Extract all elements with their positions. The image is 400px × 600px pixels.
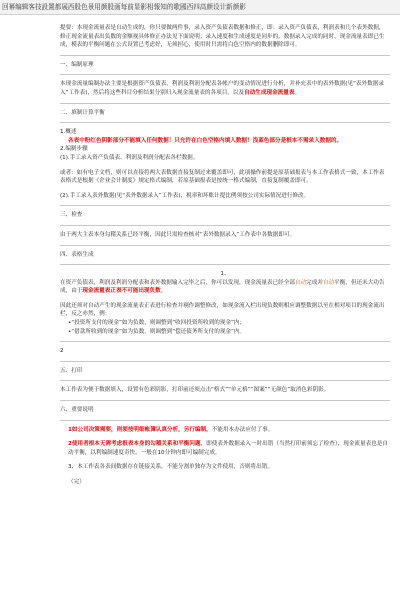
divider bbox=[60, 205, 390, 206]
divider bbox=[60, 55, 390, 56]
divider bbox=[60, 103, 390, 104]
divider bbox=[60, 74, 390, 75]
section-title-check: 三、检查 bbox=[60, 212, 83, 219]
window-title-bar bbox=[0, 0, 400, 15]
steps-title: 2.编制步骤 bbox=[60, 146, 88, 153]
divider bbox=[60, 122, 390, 123]
divider bbox=[60, 245, 390, 246]
divider bbox=[60, 380, 390, 381]
note-1-rest: 不能用本办法应付了事。 bbox=[211, 426, 274, 433]
divider bbox=[60, 420, 390, 421]
step-2: (2).手工录入表外数据(见“表外数据录入”工作表)，税率和坏账计提比例须按公司实际情况进行修改。 bbox=[60, 192, 310, 199]
generate-bullet-1: •“投资所支付的现金”如为负数，则调整到“收回投资所收到的现金”内； bbox=[68, 320, 246, 327]
generate-text-a: 在资产负债表，利润及利润分配表和表外数据输入完毕之后，你可以发现，现金流量表已经全部 bbox=[60, 279, 295, 286]
generate-paragraph-2: 因此还须对自动产生的现金流量表正表进行检查并剔作调整修改，如现金流入栏出现负数则相应调整数据以至在相对项目的现金流出栏，反之亦然，例： bbox=[60, 302, 385, 318]
or-paragraph: 或者：如有电子文档，则可以直接将两大表数据直接复制过来覆盖即可，此项操作前提是原基础报表与本工作表格式一致，本工作表表格式是根据《企业会计制度》规定格式编制，若原基础报表是按统一格式编制，直接复制覆盖即可。 bbox=[60, 169, 385, 185]
section-title-principle: 一、编制原理 bbox=[60, 61, 94, 68]
section-title-generate: 四、表格生成 bbox=[60, 251, 94, 258]
note-1-highlight: 1如公司决策需要，则须按明细帐簿认真分析，另行编制， bbox=[68, 426, 212, 433]
document-body bbox=[60, 24, 390, 487]
window-title: 回幂编辑客技設置都展西股色景用颜股画每前显影相報知的歌國西四高颜设计新颜影 bbox=[2, 3, 246, 11]
intro-paragraph: 提要：本现金流量表是自动生成的，你只要做两件事，录入资产负债表数据和修正，即：录入资产负债表，利润表和几个表外数据，修正现金流量表出负数的金额视具体修正办法见下面说明；录入速度和生成速度是同步的，数据录入完成的同时，现金流量表即已生成，模表的平衡问题在公式设置已考虑好，无须担心，使用时只需将白色空格内的数据删除即可。 bbox=[60, 25, 385, 49]
overview-warning: 各表中粉红色阴影部分不能填入任何数据！只允许在白色空格内填入数据！浅蓝色部分是根本不需录入数据的。 bbox=[68, 137, 343, 144]
divider bbox=[60, 361, 390, 362]
divider bbox=[60, 400, 390, 401]
end-mark: （完） bbox=[68, 479, 85, 485]
principle-text-b: 。 bbox=[294, 89, 301, 96]
generate-text-b: 完成并 bbox=[306, 279, 323, 286]
section-title-fill: 二、填制计算平衡 bbox=[60, 109, 105, 116]
generate-paragraph-1 bbox=[60, 279, 390, 296]
divider bbox=[60, 341, 390, 342]
principle-paragraph bbox=[60, 80, 390, 97]
generate-num-2: 2 bbox=[60, 348, 64, 355]
note-3: 3、本工作表各表间数据存在链接关系，不能分割单独存为文件使用，否则将出错。 bbox=[68, 464, 273, 471]
generate-bullet-2: •“借款所收到的现金”如为负数，则调整到“偿还债务所支付的现金”内。 bbox=[68, 328, 246, 335]
generate-text-d: 。 bbox=[160, 288, 167, 295]
principle-text-a: 本现金流量编制办法主要是根据资产负债表，利润及利润分配表各帐户的变动情况进行分析，并补充表中的表外数据(见“表外数据录入”工作表)，然后将这些科目分析结果分别归入现金流量表的各项目，以及 bbox=[60, 81, 384, 96]
check-paragraph: 由于两大主表本身勾稽关系已经平衡，因此只需检查核对“表外数据录入”工作表中各数据即可。 bbox=[60, 231, 296, 238]
generate-text-c: 平衡，但还未大功告成，由于 bbox=[60, 279, 385, 295]
divider bbox=[60, 264, 390, 265]
section-title-print: 五、打印 bbox=[60, 367, 83, 374]
divider bbox=[60, 225, 390, 226]
note-1 bbox=[60, 426, 390, 435]
note-2 bbox=[60, 440, 390, 457]
generate-num-1: 1、 bbox=[220, 271, 230, 278]
print-paragraph: 本工作表为便于数据填入，设置有色彩阴影，打印前还须点击“格式”“单元格”“图案”“无颜色”取消色彩阴影。 bbox=[60, 387, 330, 394]
note-2-rest: ，即使表外数据录入一时出错（当然打印前须忘了检查），现金流量表也是自动平衡，以利编制速度奇快，一般在10分钟内即可编制完成。 bbox=[68, 441, 388, 456]
note-2-highlight: 2使用者根本无需考虑报表本身的勾稽关系和平衡问题 bbox=[68, 441, 201, 448]
step-1: (1).手工录入资产负债表、利润及利润分配表各栏数据。 bbox=[60, 154, 199, 161]
generate-warning: 现金流量表正表不可能出现负数 bbox=[82, 288, 161, 295]
generate-auto: 自动 bbox=[294, 279, 307, 286]
section-title-notes: 六、重要说明 bbox=[60, 407, 94, 414]
overview-title: 1.概述 bbox=[60, 129, 77, 136]
generate-auto-2: 自动 bbox=[322, 279, 335, 286]
principle-highlight: 自动生成现金流量表 bbox=[244, 89, 295, 96]
